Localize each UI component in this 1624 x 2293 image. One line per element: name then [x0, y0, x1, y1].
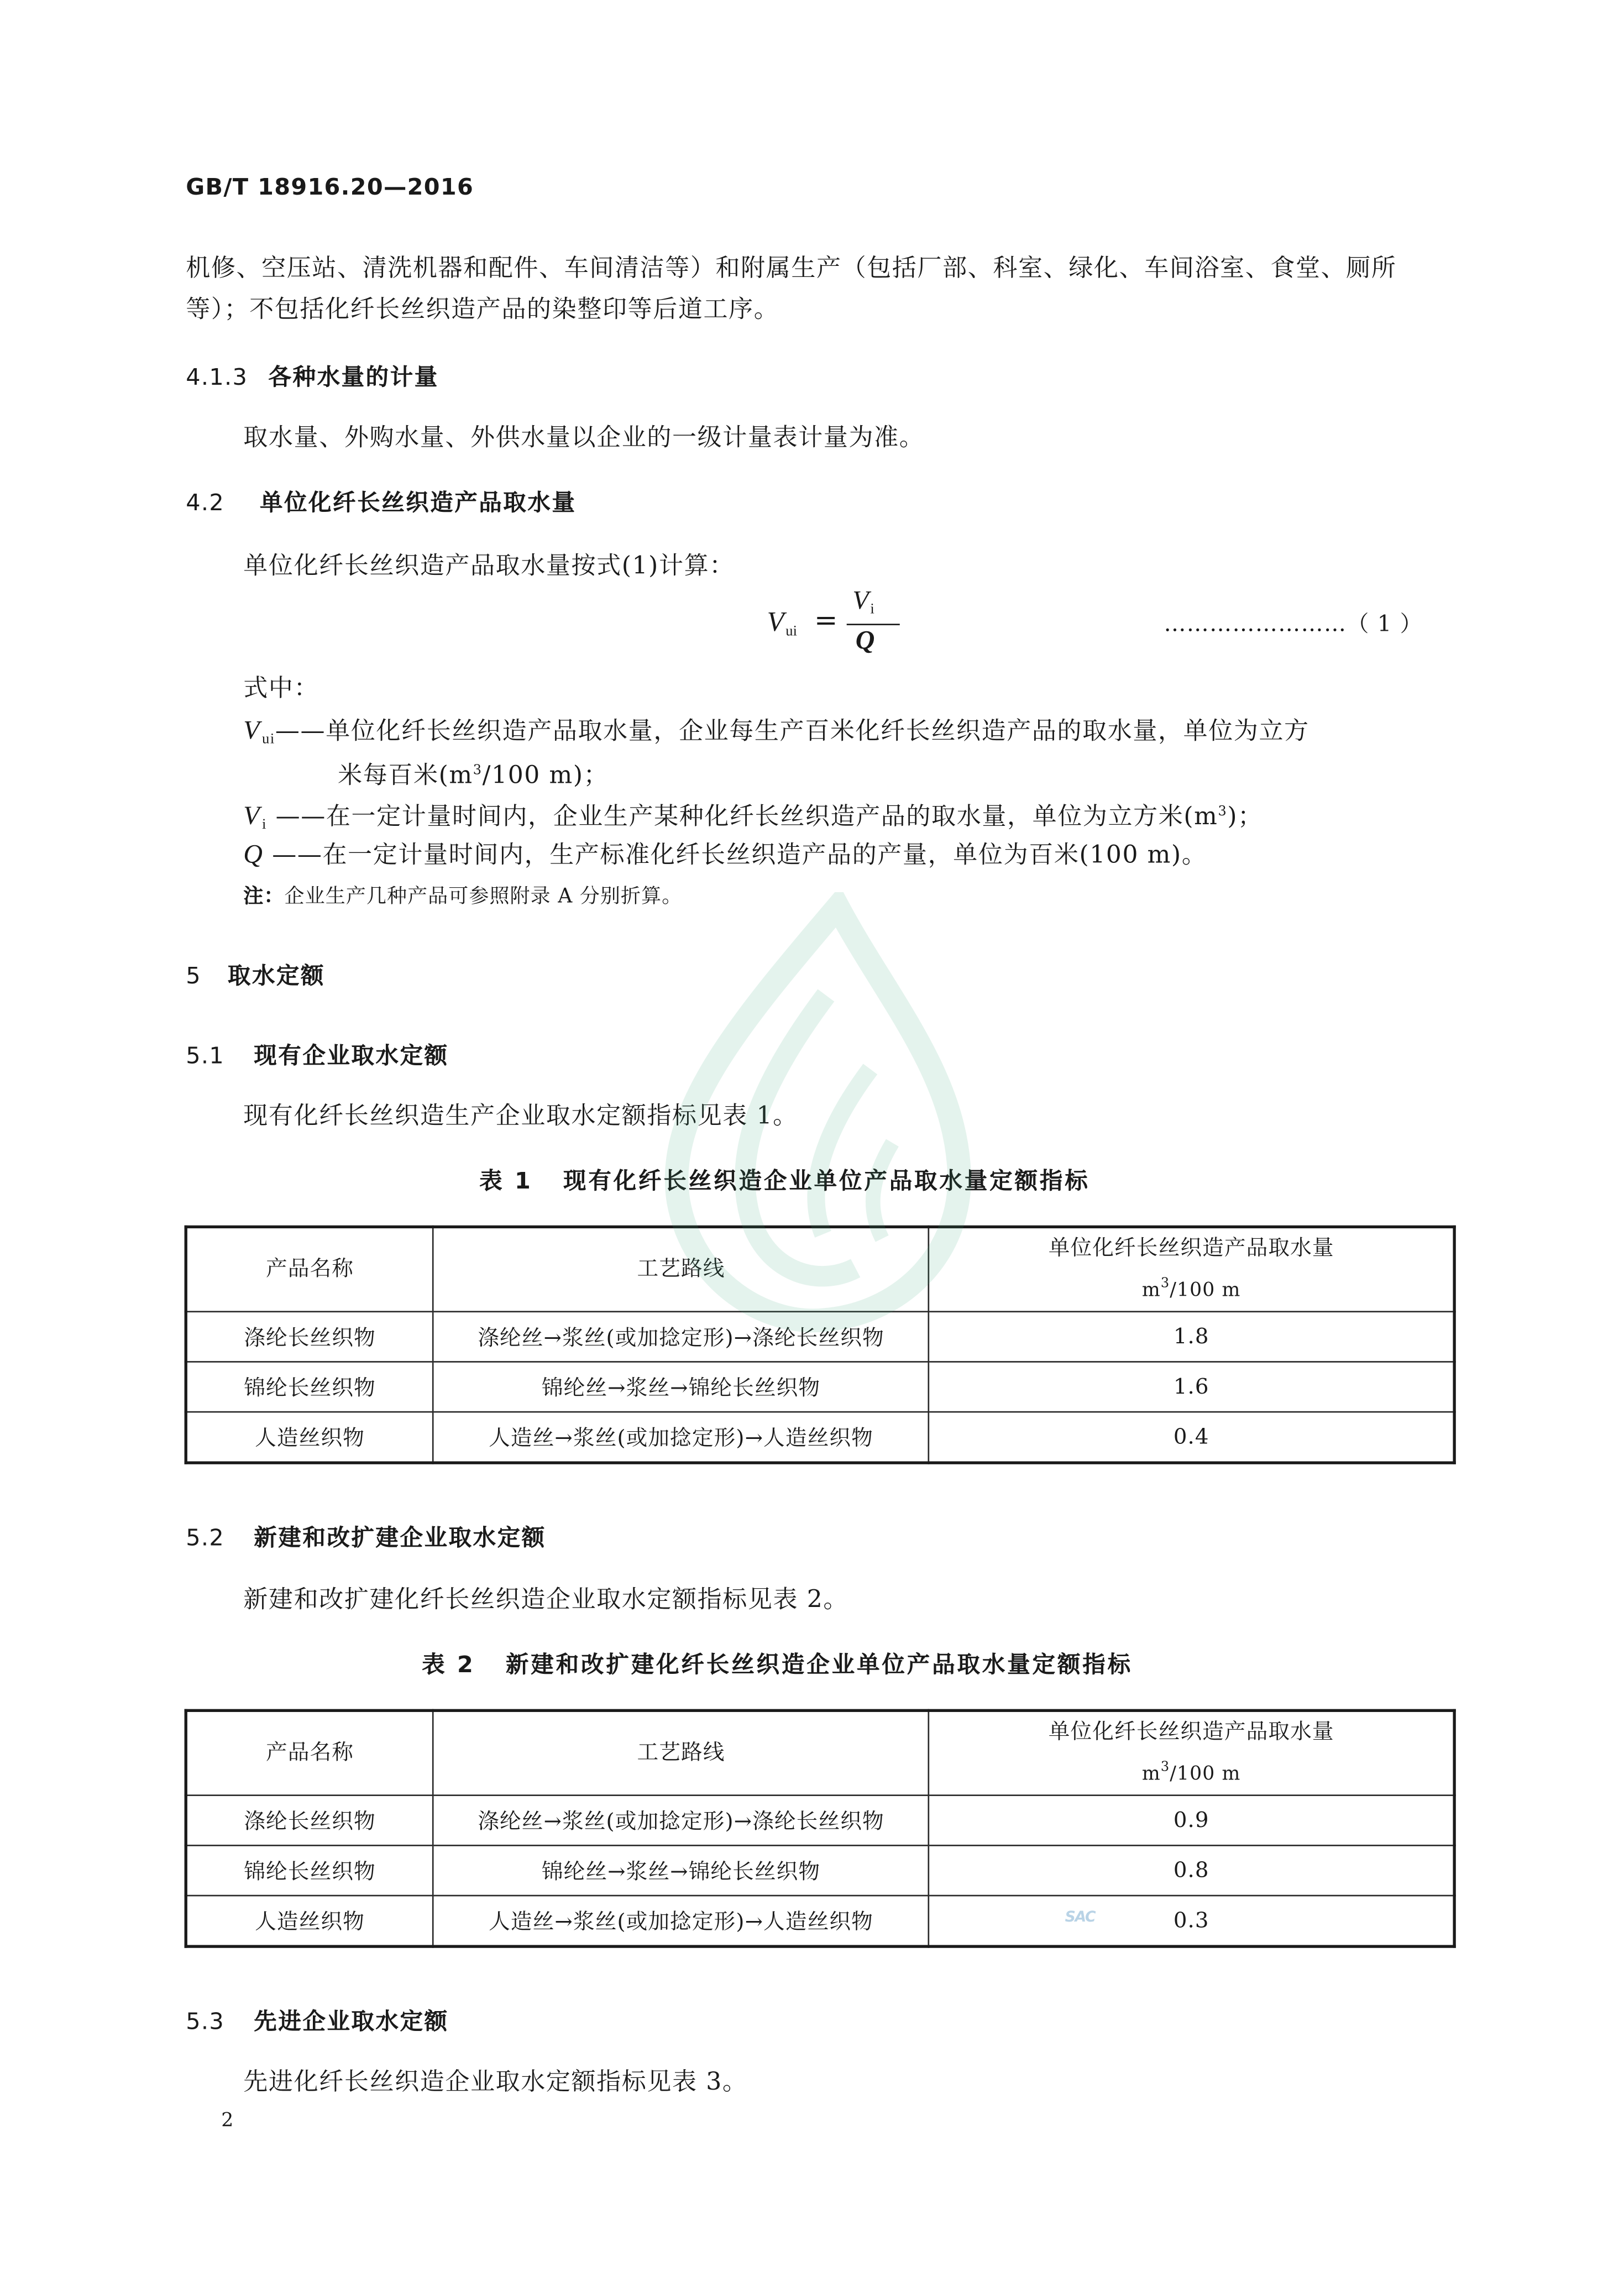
cell-quota: 1.6: [929, 1362, 1455, 1412]
formula-denominator: Q: [855, 625, 875, 655]
formula-equals: =: [814, 604, 838, 637]
header-product: 产品名称: [186, 1227, 433, 1311]
intro-line-1: 机修、空压站、清洗机器和配件、车间清洁等）和附属生产（包括厂部、科室、绿化、车间浴室、食堂、厕所: [186, 253, 1397, 282]
where-label: 式中：: [243, 674, 319, 702]
cell-quota: 0.8: [929, 1845, 1455, 1896]
cell-quota: 0.9: [929, 1795, 1455, 1846]
header-quota: 单位化纤长丝织造产品取水量 $m^3/100$ m: [929, 1710, 1455, 1795]
cell-process: 涤纶丝→浆丝(或加捻定形)→涤纶长丝织物: [433, 1795, 929, 1846]
intro-line-2: 等）；不包括化纤长丝织造产品的染整印等后道工序。: [186, 295, 779, 323]
section-5-2-heading: 5.2 新建和改扩建企业取水定额: [186, 1525, 546, 1552]
table-row: [186, 1362, 1454, 1412]
note: 注：企业生产几种产品可参照附录 A 分别折算。: [243, 884, 683, 909]
table-row: [186, 1845, 1454, 1896]
standard-number: GB/T 18916.20—2016: [186, 174, 474, 201]
cell-product: 人造丝织物: [186, 1412, 433, 1463]
section-title: 各种水量的计量: [268, 364, 439, 391]
section-number: 4.1.3: [186, 364, 248, 391]
formula-numerator: V $_i$: [852, 585, 874, 618]
cell-process: 锦纶丝→浆丝→锦纶长丝织物: [433, 1845, 929, 1896]
equation-number: ……………………（ 1 ）: [1164, 610, 1423, 637]
cell-process: 人造丝→浆丝(或加捻定形)→人造丝织物: [433, 1896, 929, 1946]
cell-product: 涤纶长丝织物: [186, 1312, 433, 1362]
sac-stamp: SAC: [1065, 1909, 1096, 1926]
table-row: [186, 1896, 1454, 1946]
section-5-1-heading: 5.1 现有企业取水定额: [186, 1042, 449, 1069]
table2-caption: 表 2 新建和改扩建化纤长丝织造企业单位产品取水量定额指标: [422, 1651, 1133, 1678]
table-header-row: [186, 1710, 1454, 1795]
cell-product: 锦纶长丝织物: [186, 1845, 433, 1896]
section-5-2-text: 新建和改扩建化纤长丝织造企业取水定额指标见表 2。: [243, 1585, 849, 1614]
cell-quota: 0.3: [929, 1896, 1455, 1946]
page-number: 2: [221, 2110, 234, 2133]
section-5-1-text: 现有化纤长丝织造生产企业取水定额指标见表 1。: [243, 1101, 798, 1130]
water-drop-watermark-icon: [649, 892, 988, 1334]
section-4-1-3-heading: [186, 360, 439, 392]
section-5-3-heading: 5.3 先进企业取水定额: [186, 2008, 449, 2035]
table2: [185, 1709, 1456, 1948]
cell-process: 人造丝→浆丝(或加捻定形)→人造丝织物: [433, 1412, 929, 1463]
cell-quota: 0.4: [929, 1412, 1455, 1463]
cell-product: 锦纶长丝织物: [186, 1362, 433, 1412]
cell-product: 人造丝织物: [186, 1896, 433, 1946]
cell-process: 锦纶丝→浆丝→锦纶长丝织物: [433, 1362, 929, 1412]
header-process: 工艺路线: [433, 1710, 929, 1795]
cell-quota: 1.8: [929, 1312, 1455, 1362]
header-quota: 单位化纤长丝织造产品取水量 $m^3/100$ m: [929, 1227, 1455, 1311]
definition-vui-line2: 米每百米($m^3/100$ m)；: [338, 761, 609, 789]
definition-vi: V $_i$ ——在一定计量时间内，企业生产某种化纤长丝织造产品的取水量，单位为立方米$(m^3)$；: [243, 800, 1263, 834]
cell-process: 涤纶丝→浆丝(或加捻定形)→涤纶长丝织物: [433, 1312, 929, 1362]
section-5-3-text: 先进化纤长丝织造企业取水定额指标见表 3。: [243, 2067, 748, 2096]
formula-intro: 单位化纤长丝织造产品取水量按式(1)计算：: [243, 551, 735, 580]
cell-product: 涤纶长丝织物: [186, 1795, 433, 1846]
section-5-heading: 5 取水定额: [186, 962, 326, 990]
definition-vui: V $_{ui}$——单位化纤长丝织造产品取水量，企业每生产百米化纤长丝织造产品的取水量，单位为立方: [243, 715, 1309, 748]
section-title: 单位化纤长丝织造产品取水量: [260, 489, 577, 516]
table-row: [186, 1412, 1454, 1463]
header-process: 工艺路线: [433, 1227, 929, 1311]
table1-caption: 表 1 现有化纤长丝织造企业单位产品取水量定额指标: [479, 1168, 1090, 1195]
section-number: 4.2: [186, 489, 225, 516]
header-product: 产品名称: [186, 1710, 433, 1795]
section-4-2-heading: [186, 485, 576, 518]
definition-q: Q ——在一定计量时间内，生产标准化纤长丝织造产品的产量，单位为百米(100 m)。: [243, 839, 1207, 869]
formula-lhs: V $_{ui}$: [767, 608, 798, 640]
section-4-1-3-text: 取水量、外购水量、外供水量以企业的一级计量表计量为准。: [243, 423, 925, 452]
table-row: [186, 1795, 1454, 1846]
